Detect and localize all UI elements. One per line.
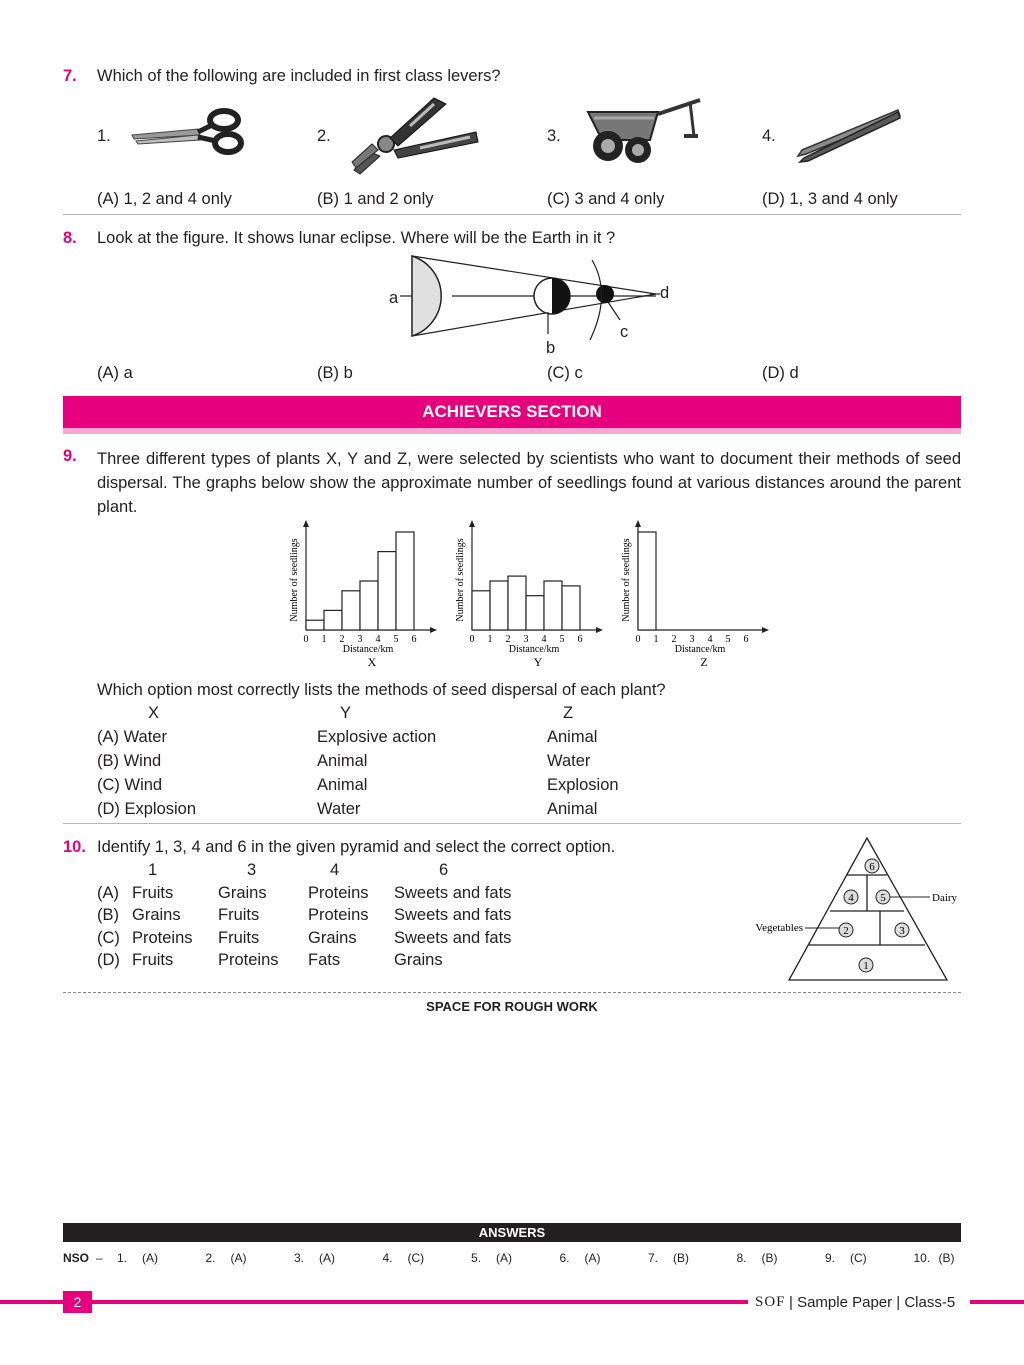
option-cell: Proteins [308, 906, 369, 924]
option-b: (B) b [317, 364, 353, 382]
y-axis-label: Number of seedlings [621, 538, 632, 622]
chart-title: Z [700, 655, 708, 669]
x-tick-label: 3 [689, 634, 695, 645]
chart-bar [638, 532, 656, 630]
answer-number: 5. [471, 1251, 482, 1265]
option-letter: (A) [97, 884, 119, 902]
chart-bar [396, 532, 414, 630]
option-cell: Fruits [218, 906, 260, 924]
label-d: d [660, 284, 670, 302]
option-letter: (B) [97, 906, 119, 924]
scissors-icon [128, 105, 246, 157]
divider [63, 823, 961, 824]
question-number: 8. [63, 229, 77, 247]
moon-shape [596, 285, 614, 303]
answer-number: 9. [825, 1251, 836, 1265]
chart-bar [360, 581, 378, 630]
option-d-x: (D) Explosion [97, 800, 197, 818]
x-axis-arrow [762, 627, 769, 633]
option-cell: Sweets and fats [394, 884, 512, 902]
x-tick-label: 4 [541, 634, 547, 645]
option-cell: Proteins [132, 929, 193, 947]
x-tick-label: 1 [487, 634, 493, 645]
option-c: (C) c [547, 364, 583, 382]
wheelbarrow-icon [584, 96, 704, 168]
answer-value: (B) [938, 1251, 955, 1265]
option-a: (A) a [97, 364, 133, 382]
option-cell: Grains [308, 929, 357, 947]
option-a-x: (A) Water [97, 728, 167, 746]
option-c-y: Animal [317, 776, 368, 794]
label-vegetables: Vegetables [755, 922, 803, 934]
y-axis-arrow [303, 520, 309, 527]
x-tick-label: 2 [339, 634, 345, 645]
rough-work-label: SPACE FOR ROUGH WORK [426, 999, 598, 1014]
option-cell: Fruits [132, 884, 174, 902]
answer-number: 8. [736, 1251, 747, 1265]
option-d: (D) 1, 3 and 4 only [762, 190, 898, 208]
question-number: 7. [63, 67, 77, 85]
x-tick-label: 4 [707, 634, 713, 645]
option-a-y: Explosive action [317, 728, 437, 746]
chart-title: Y [533, 655, 543, 669]
pyramid-level-6: 6 [869, 861, 875, 873]
option-cell: Grains [218, 884, 267, 902]
answer-number: 7. [648, 1251, 659, 1265]
option-image-label: 3. [547, 127, 561, 145]
sun-shape [412, 256, 441, 336]
x-tick-label: 5 [725, 634, 731, 645]
pliers-icon [350, 92, 482, 176]
answer-value: (A) [496, 1251, 512, 1265]
chart-z [616, 518, 776, 678]
option-a-z: Animal [547, 728, 598, 746]
option-d-y: Water [317, 800, 361, 818]
question-number: 10. [63, 838, 86, 856]
x-tick-label: 0 [635, 634, 641, 645]
option-cell: Fats [308, 951, 341, 969]
label-a: a [389, 289, 399, 307]
answer-value: (A) [584, 1251, 601, 1265]
x-axis-label: Distance/km [674, 644, 726, 655]
column-header: 1 [148, 861, 158, 879]
chart-bar [544, 581, 562, 630]
answer-value: (A) [319, 1251, 335, 1265]
label-dairy: Dairy [932, 892, 958, 904]
chart-x [284, 518, 444, 678]
answer-number: 6. [559, 1251, 570, 1265]
option-b-z: Water [547, 752, 591, 770]
option-cell: Grains [132, 906, 181, 924]
x-tick-label: 3 [523, 634, 529, 645]
column-header-z: Z [563, 704, 574, 722]
x-tick-label: 0 [303, 634, 309, 645]
x-axis-arrow [430, 627, 437, 633]
chart-y [450, 518, 610, 678]
chart-bar [562, 586, 580, 630]
section-banner-text: ACHIEVERS SECTION [422, 402, 602, 421]
answer-value: (C) [850, 1251, 867, 1265]
footer-line-left [0, 1300, 748, 1304]
y-axis-label: Number of seedlings [455, 538, 466, 622]
answer-value: (B) [761, 1251, 778, 1265]
divider [63, 214, 961, 215]
question-text: Which of the following are included in first class levers? [97, 67, 501, 85]
pyramid-level-4: 4 [848, 892, 854, 904]
option-cell: Fruits [218, 929, 260, 947]
label-c: c [620, 323, 629, 341]
food-pyramid-diagram [745, 835, 965, 985]
pyramid-level-5: 5 [880, 892, 886, 904]
question-text: Three different types of plants X, Y and Z, were selected by scientists who want to document their methods of seed dispersal. The graphs below show the approximate number of seedlings found at various distances around the parent plant. [97, 450, 961, 516]
y-axis-label: Number of seedlings [289, 538, 300, 622]
page-number: 2 [63, 1291, 92, 1313]
column-header: 6 [439, 861, 449, 879]
option-cell: Sweets and fats [394, 929, 512, 947]
question-text: Look at the figure. It shows lunar eclipse. Where will be the Earth in it ? [97, 229, 616, 247]
x-axis-label: Distance/km [342, 644, 394, 655]
section-banner [63, 396, 961, 428]
x-tick-label: 3 [357, 634, 363, 645]
option-b-x: (B) Wind [97, 752, 162, 770]
option-d-z: Animal [547, 800, 598, 818]
x-tick-label: 5 [393, 634, 399, 645]
sof-logo: SOF [755, 1294, 786, 1310]
x-tick-label: 6 [411, 634, 417, 645]
x-tick-label: 4 [375, 634, 381, 645]
option-c-x: (C) Wind [97, 776, 163, 794]
option-letter: (C) [97, 929, 120, 947]
chart-bar [378, 552, 396, 630]
question-number: 9. [63, 447, 77, 465]
question-text: Identify 1, 3, 4 and 6 in the given pyramid and select the correct option. [97, 838, 616, 856]
x-tick-label: 1 [321, 634, 327, 645]
x-axis-arrow [596, 627, 603, 633]
answer-value: (A) [142, 1251, 158, 1265]
answer-number: 1. [117, 1251, 128, 1265]
pyramid-level-1: 1 [863, 960, 869, 972]
answer-value: (B) [673, 1251, 689, 1265]
chart-bar [490, 581, 508, 630]
x-tick-label: 2 [671, 634, 677, 645]
y-axis-arrow [635, 520, 641, 527]
pyramid-level-2: 2 [843, 925, 849, 937]
option-cell: Grains [394, 951, 443, 969]
label-b: b [546, 339, 556, 357]
column-header: 4 [330, 861, 340, 879]
tweezers-icon [794, 106, 902, 164]
x-axis-label: Distance/km [508, 644, 560, 655]
option-cell: Sweets and fats [394, 906, 512, 924]
option-cell: Proteins [218, 951, 279, 969]
answers-prefix: NSO [63, 1251, 90, 1265]
chart-bar [526, 596, 544, 630]
sub-question-text: Which option most correctly lists the methods of seed dispersal of each plant? [97, 681, 666, 699]
column-header-x: X [148, 704, 160, 722]
footer-line-right [970, 1300, 1024, 1304]
answer-value: (C) [407, 1251, 425, 1265]
option-d: (D) d [762, 364, 799, 382]
lunar-eclipse-diagram [380, 250, 680, 360]
x-tick-label: 5 [559, 634, 565, 645]
option-cell: Proteins [308, 884, 369, 902]
chart-title: X [367, 655, 377, 669]
chart-bar [306, 620, 324, 630]
x-tick-label: 0 [469, 634, 475, 645]
x-tick-label: 2 [505, 634, 511, 645]
x-tick-label: 6 [743, 634, 749, 645]
option-image-label: 4. [762, 127, 776, 145]
x-tick-label: 6 [577, 634, 583, 645]
column-header: 3 [247, 861, 257, 879]
option-c-z: Explosion [547, 776, 619, 794]
chart-bar [472, 591, 490, 630]
banner-underline [63, 428, 961, 434]
option-b: (B) 1 and 2 only [317, 190, 434, 208]
rough-work-divider [63, 992, 961, 993]
chart-bar [342, 591, 360, 630]
option-cell: Fruits [132, 951, 174, 969]
answer-number: 4. [382, 1251, 393, 1265]
answers-dash: – [96, 1251, 103, 1265]
chart-bar [508, 576, 526, 630]
option-a: (A) 1, 2 and 4 only [97, 190, 232, 208]
option-image-label: 2. [317, 127, 331, 145]
pyramid-level-3: 3 [899, 925, 905, 937]
option-letter: (D) [97, 951, 120, 969]
answer-number: 10. [913, 1251, 931, 1265]
answer-number: 3. [294, 1251, 305, 1265]
chart-bar [324, 610, 342, 630]
answer-number: 2. [205, 1251, 216, 1265]
answers-title: ANSWERS [478, 1225, 546, 1240]
x-tick-label: 1 [653, 634, 659, 645]
option-image-label: 1. [97, 127, 111, 145]
answers-bar [63, 1223, 961, 1242]
column-header-y: Y [340, 704, 352, 722]
option-b-y: Animal [317, 752, 368, 770]
footer-text: | Sample Paper | Class-5 [789, 1294, 956, 1311]
y-axis-arrow [469, 520, 475, 527]
answer-value: (A) [230, 1251, 247, 1265]
option-c: (C) 3 and 4 only [547, 190, 665, 208]
